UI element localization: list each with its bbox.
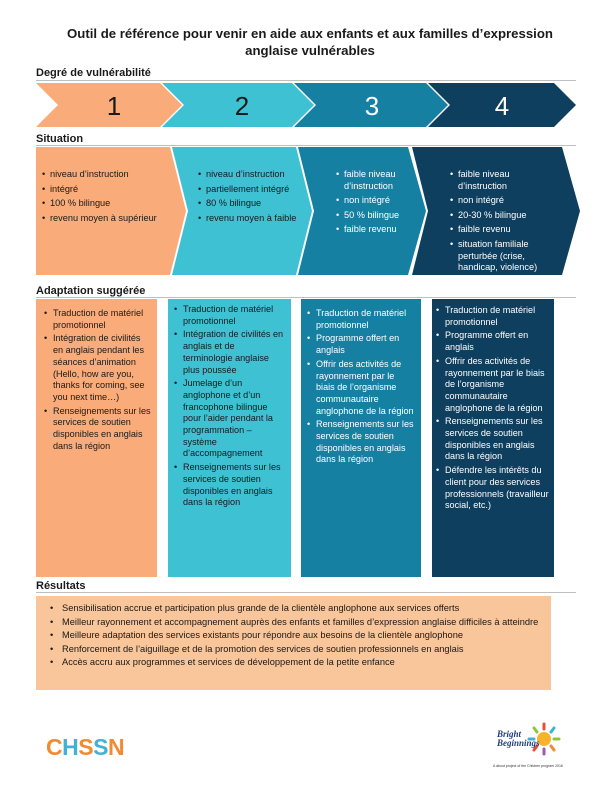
adaptation-column-1 [36, 299, 157, 577]
situation-item: • faible niveau d’instruction [336, 169, 418, 192]
situation-item: • faible revenu [336, 224, 418, 236]
situation-column-4 [450, 147, 554, 275]
adaptation-item: • Jumelage d’un anglophone et d’un francophone bilingue pour l’aider pendant la programmation – système d’accompagnement [174, 378, 285, 460]
situation-column-1 [42, 147, 177, 275]
level-1-number: 1 [106, 91, 122, 121]
result-item: • Meilleure adaptation des services existants pour répondre aux besoins de la clientèle anglophone [50, 629, 543, 641]
section-label-situation: Situation [36, 133, 84, 145]
adaptation-item: • Offrir des activités de rayonnement par le biais de l’organisme communautaire anglophone de la région [307, 359, 415, 418]
adaptation-item: • Renseignements sur les services de soutien disponibles en anglais dans la région [44, 406, 151, 453]
adaptation-item: • Traduction de matériel promotionnel [44, 308, 151, 331]
adaptation-item: • Traduction de matériel promotionnel [307, 308, 415, 331]
bright-beginnings-text: Bright Beginnings [497, 729, 540, 748]
situation-item: • faible revenu [450, 224, 554, 236]
section-divider [36, 592, 576, 593]
result-item: • Meilleur rayonnement et accompagnement auprès des enfants et familles d’expression anglaise difficiles à atteindre [50, 616, 543, 628]
situation-column-2 [198, 147, 298, 275]
adaptation-item: • Intégration de civilités en anglais pendant les séances d’animation (Hello, how are you, thanks for coming, see you next time…) [44, 333, 151, 403]
adaptation-item: • Renseignements sur les services de soutien disponibles en anglais dans la région [307, 419, 415, 466]
situation-item: • intégré [42, 184, 177, 196]
situation-item: • revenu moyen à faible [198, 213, 298, 225]
situation-item: • non intégré [450, 195, 554, 207]
section-label-adaptation: Adaptation suggérée [36, 285, 146, 297]
results-box [36, 596, 551, 690]
bright-beginnings-tagline: A about project of the Children program 2016 [493, 764, 563, 768]
situation-item: • non intégré [336, 195, 418, 207]
situation-item: • situation familiale perturbée (crise, handicap, violence) [450, 239, 554, 274]
situation-item: • revenu moyen à supérieur [42, 213, 177, 225]
section-divider [36, 145, 576, 146]
situation-item: • 100 % bilingue [42, 198, 177, 210]
section-divider [36, 80, 576, 81]
adaptation-item: • Programme offert en anglais [436, 330, 549, 353]
situation-column-3 [336, 147, 418, 275]
section-divider [36, 297, 576, 298]
adaptation-item: • Renseignements sur les services de soutien disponibles en anglais dans la région [436, 416, 549, 463]
level-4-number: 4 [494, 91, 510, 121]
situation-item: • niveau d’instruction [42, 169, 177, 181]
adaptation-column-2 [168, 299, 291, 577]
adaptation-item: • Intégration de civilités en anglais et de terminologie anglaise plus poussée [174, 329, 285, 376]
result-item: • Sensibilisation accrue et participation plus grande de la clientèle anglophone aux services offerts [50, 602, 543, 614]
adaptation-item: • Défendre les intérêts du client pour des services professionnels (travailleur social, etc.) [436, 465, 549, 512]
page-title: Outil de référence pour venir en aide aux enfants et aux familles d’expression anglaise vulnérables [67, 26, 553, 58]
level-2-number: 2 [234, 91, 250, 121]
result-item: • Accès accru aux programmes et services de développement de la petite enfance [50, 656, 543, 668]
chssn-logo: CHSSN [46, 734, 125, 760]
adaptation-column-4 [432, 299, 554, 577]
vulnerability-scale [36, 83, 576, 127]
adaptation-item: • Programme offert en anglais [307, 333, 415, 356]
situation-item: • 50 % bilingue [336, 210, 418, 222]
adaptation-item: • Renseignements sur les services de soutien disponibles en anglais dans la région [174, 462, 285, 509]
adaptation-column-3 [301, 299, 421, 577]
bright-beginnings-logo [493, 722, 567, 770]
adaptation-item: • Traduction de matériel promotionnel [436, 305, 549, 328]
situation-item: • 80 % bilingue [198, 198, 298, 210]
section-label-degree: Degré de vulnérabilité [36, 67, 151, 79]
situation-item: • partiellement intégré [198, 184, 298, 196]
result-item: • Renforcement de l’aiguillage et de la promotion des services de soutien professionnels en anglais [50, 643, 543, 655]
adaptation-item: • Traduction de matériel promotionnel [174, 304, 285, 327]
section-label-results: Résultats [36, 580, 86, 592]
situation-item: • niveau d’instruction [198, 169, 298, 181]
adaptation-item: • Offrir des activités de rayonnement par le biais de l’organisme communautaire anglophone de la région [436, 356, 549, 415]
situation-item: • faible niveau d’instruction [450, 169, 554, 192]
situation-item: • 20-30 % bilingue [450, 210, 554, 222]
level-3-number: 3 [364, 91, 380, 121]
